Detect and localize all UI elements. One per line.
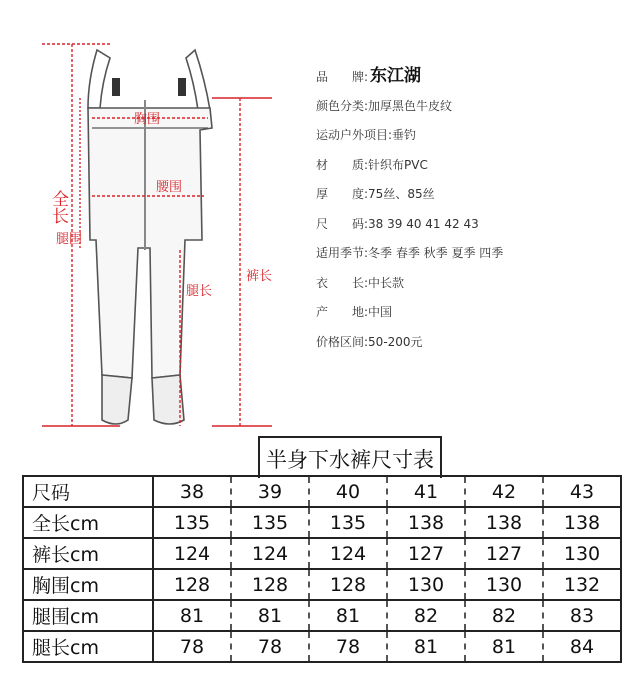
waist-label: 腰围: [156, 180, 183, 195]
spec-key: 品 牌:: [316, 70, 369, 84]
table-cell: 81: [153, 600, 231, 631]
table-cell: 78: [309, 631, 387, 662]
table-cell: 78: [153, 631, 231, 662]
spec-row-price: [316, 328, 636, 358]
spec-list: [316, 62, 636, 357]
table-cell: 82: [387, 600, 465, 631]
table-cell: 130: [465, 569, 543, 600]
spec-key: 适用季节:: [316, 246, 369, 260]
table-cell: 81: [387, 631, 465, 662]
table-cell: 81: [465, 631, 543, 662]
table-row: [23, 631, 621, 662]
spec-key: 衣 长:: [316, 275, 369, 290]
spec-row-origin: [316, 298, 636, 328]
spec-row-season: [316, 239, 636, 269]
table-cell: 135: [153, 507, 231, 538]
table-cell: 84: [543, 631, 621, 662]
table-cell: 130: [387, 569, 465, 600]
spec-value: 冬季 春季 秋季 夏季 四季: [368, 246, 504, 260]
spec-value: 加厚黑色牛皮纹: [368, 98, 453, 113]
waders-drawing: [0, 0, 290, 440]
table-row: [23, 569, 621, 600]
table-cell: 138: [387, 507, 465, 538]
row-label: 裤长cm: [23, 538, 153, 569]
spec-value: 38 39 40 41 42 43: [368, 216, 479, 231]
chest-label: 胸围: [134, 112, 161, 127]
row-label: 腿围cm: [23, 600, 153, 631]
table-cell: 124: [309, 538, 387, 569]
spec-key: 运动户外项目:: [316, 128, 393, 142]
leg-length-label: 腿长: [186, 284, 213, 299]
table-cell: 130: [543, 538, 621, 569]
size-table: [22, 475, 622, 663]
spec-key: 价格区间:: [316, 334, 369, 349]
hip-label: 腿围: [56, 232, 83, 247]
row-label: 腿长cm: [23, 631, 153, 662]
table-cell: 81: [309, 600, 387, 631]
table-cell: 82: [465, 600, 543, 631]
table-cell: 128: [153, 569, 231, 600]
table-cell: 138: [543, 507, 621, 538]
spec-row-sport: [316, 121, 636, 151]
table-cell: 124: [231, 538, 309, 569]
spec-row-length: [316, 269, 636, 299]
spec-key: 材 质:: [316, 157, 369, 172]
row-label: 胸围cm: [23, 569, 153, 600]
row-label: 全长cm: [23, 507, 153, 538]
spec-value: 50-200元: [368, 334, 423, 349]
table-cell: 42: [465, 476, 543, 507]
table-cell: 78: [231, 631, 309, 662]
spec-key: 颜色分类:: [316, 98, 369, 113]
table-cell: 138: [465, 507, 543, 538]
table-cell: 128: [231, 569, 309, 600]
spec-value: 垂钓: [392, 128, 417, 142]
table-cell: 132: [543, 569, 621, 600]
size-table-title: 半身下水裤尺寸表: [258, 436, 442, 478]
spec-value: 中长款: [368, 275, 405, 290]
table-cell: 124: [153, 538, 231, 569]
spec-value: 中国: [368, 305, 393, 319]
spec-value: 75丝、85丝: [368, 187, 435, 201]
table-cell: 41: [387, 476, 465, 507]
spec-row-thickness: [316, 180, 636, 210]
table-row: [23, 538, 621, 569]
table-cell: 81: [231, 600, 309, 631]
table-row: [23, 507, 621, 538]
spec-row-brand: [316, 62, 636, 92]
pants-length-label: 裤长: [246, 269, 273, 284]
spec-value: 针织布PVC: [368, 157, 428, 172]
spec-row-color: [316, 92, 636, 122]
table-cell: 40: [309, 476, 387, 507]
spec-key: 产 地:: [316, 305, 369, 319]
spec-row-material: [316, 151, 636, 181]
spec-value: 东江湖: [370, 66, 422, 86]
table-cell: 43: [543, 476, 621, 507]
waders-diagram: [0, 0, 290, 440]
table-row: [23, 476, 621, 507]
full-length-label: 全长: [48, 190, 68, 224]
row-label: 尺码: [23, 476, 153, 507]
spec-key: 尺 码:: [316, 216, 369, 231]
spec-row-size: [316, 210, 636, 240]
table-cell: 135: [309, 507, 387, 538]
table-cell: 38: [153, 476, 231, 507]
table-cell: 135: [231, 507, 309, 538]
table-cell: 128: [309, 569, 387, 600]
spec-key: 厚 度:: [316, 187, 369, 201]
table-cell: 127: [465, 538, 543, 569]
table-row: [23, 600, 621, 631]
table-cell: 83: [543, 600, 621, 631]
table-cell: 39: [231, 476, 309, 507]
table-cell: 127: [387, 538, 465, 569]
